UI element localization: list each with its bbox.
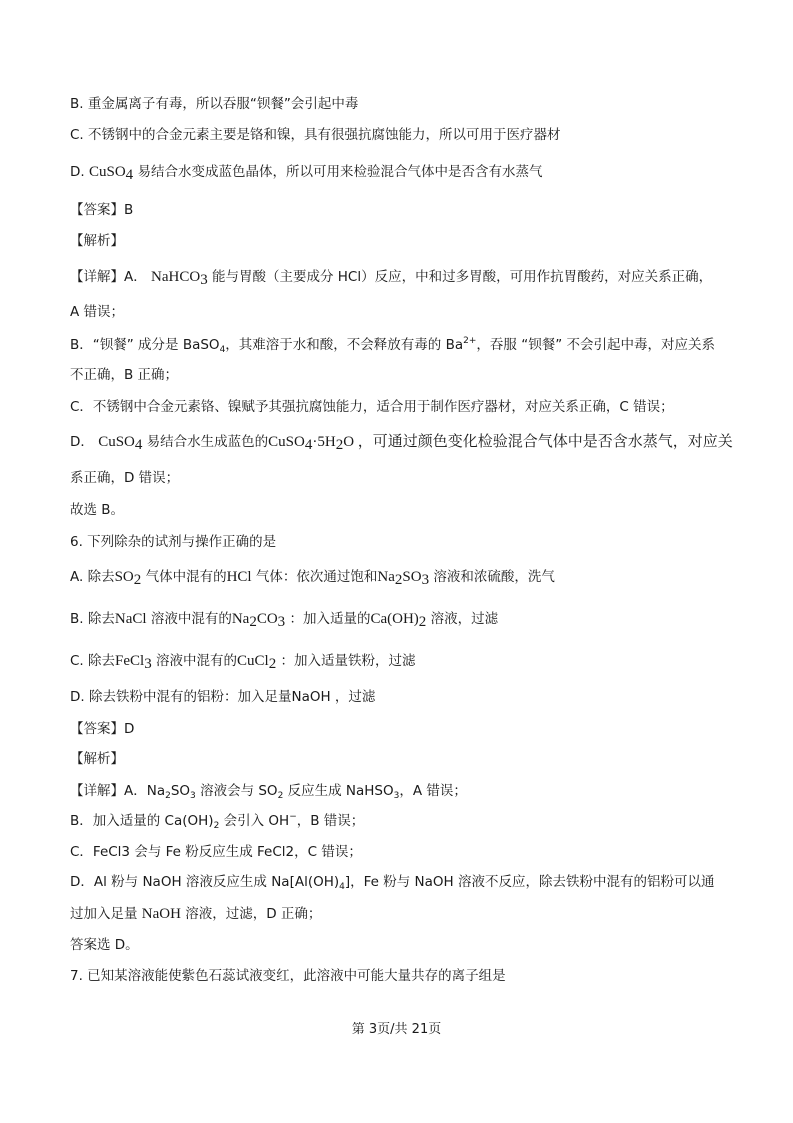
detail6-d-cont: 过加入足量 NaOH 溶液，过滤，D 正确； xyxy=(70,906,322,922)
answer-label-6: 【答案】D xyxy=(70,721,135,737)
q6-option-c: C. 除去FeCl$_3$ 溶液中混有的CuCl$_2$ ：加入适量铁粉，过滤 xyxy=(70,653,416,672)
analysis-label: 【解析】 xyxy=(70,233,124,249)
option-c: C. 不锈钢中的合金元素主要是铬和镍，具有很强抗腐蚀能力，所以可用于医疗器材 xyxy=(70,127,561,143)
page-footer: 第 3页/共 21页 xyxy=(351,1022,442,1037)
conclusion-6: 答案选 D。 xyxy=(70,937,139,953)
conclusion-5: 故选 B。 xyxy=(70,502,125,518)
answer-label: 【答案】B xyxy=(70,202,134,218)
option-d: D. CuSO$_4$ 易结合水变成蓝色晶体，所以可用来检验混合气体中是否含有水蒸气 xyxy=(70,164,543,183)
detail-b-cont: 不正确，B 正确； xyxy=(70,367,179,383)
q6-option-d: D. 除去铁粉中混有的铝粉：加入足量NaOH ，过滤 xyxy=(70,689,376,705)
detail-c: C．不锈钢中合金元素铬、镍赋予其强抗腐蚀能力，适合用于制作医疗器材，对应关系正确，C 错误； xyxy=(70,399,674,415)
detail6-a: 【详解】A．$Na_2SO_3$ 溶液会与 $SO_2$ 反应生成 NaHSO$_3$，A 错误； xyxy=(70,783,467,801)
q6-option-a: A. 除去$SO_2$ 气体中混有的HCl 气体：依次通过饱和$Na_2SO_3$ 溶液和浓硫酸，洗气 xyxy=(70,569,555,588)
detail6-d: D．Al 粉与 NaOH 溶液反应生成 $Na[Al(OH)_4]$，Fe 粉与 NaOH 溶液不反应，除去铁粉中混有的铝粉可以通 xyxy=(70,874,715,892)
detail-a-cont: A 错误； xyxy=(70,304,125,320)
question-7: 7. 已知某溶液能使紫色石蕊试液变红，此溶液中可能大量共存的离子组是 xyxy=(70,968,506,984)
detail-b: B．“钡餐” 成分是 BaSO$_4$，其难溶于水和酸，不会释放有毒的 $Ba^{2+}$，吞服 “钡餐” 不会引起中毒，对应关系 xyxy=(70,336,715,355)
detail6-b: B．加入适量的 $Ca(OH)_2$ 会引入 OH−，B 错误； xyxy=(70,812,365,831)
analysis-label-6: 【解析】 xyxy=(70,751,124,767)
detail-d-cont: 系正确，D 错误； xyxy=(70,470,180,486)
option-b: B. 重金属离子有毒，所以吞服“钡餐”会引起中毒 xyxy=(70,96,359,112)
question-6: 6. 下列除杂的试剂与操作正确的是 xyxy=(70,534,277,550)
q6-option-b: B. 除去NaCl 溶液中混有的$Na_2CO_3$ ：加入适量的$Ca(OH)_2$ 溶液，过滤 xyxy=(70,611,499,630)
detail-d: D． CuSO$_4$ 易结合水生成蓝色的$CuSO_4\cdot 5H_2O$ ，可通过颜色变化检验混合气体中是否含水蒸气，对应关 xyxy=(70,434,733,453)
detail-a: 【详解】A． NaHCO$_3$ 能与胃酸（主要成分 HCl）反应，中和过多胃酸，可用作抗胃酸药，对应关系正确， xyxy=(70,269,713,288)
detail6-c: C．FeCl3 会与 Fe 粉反应生成 FeCl2，C 错误； xyxy=(70,844,362,860)
